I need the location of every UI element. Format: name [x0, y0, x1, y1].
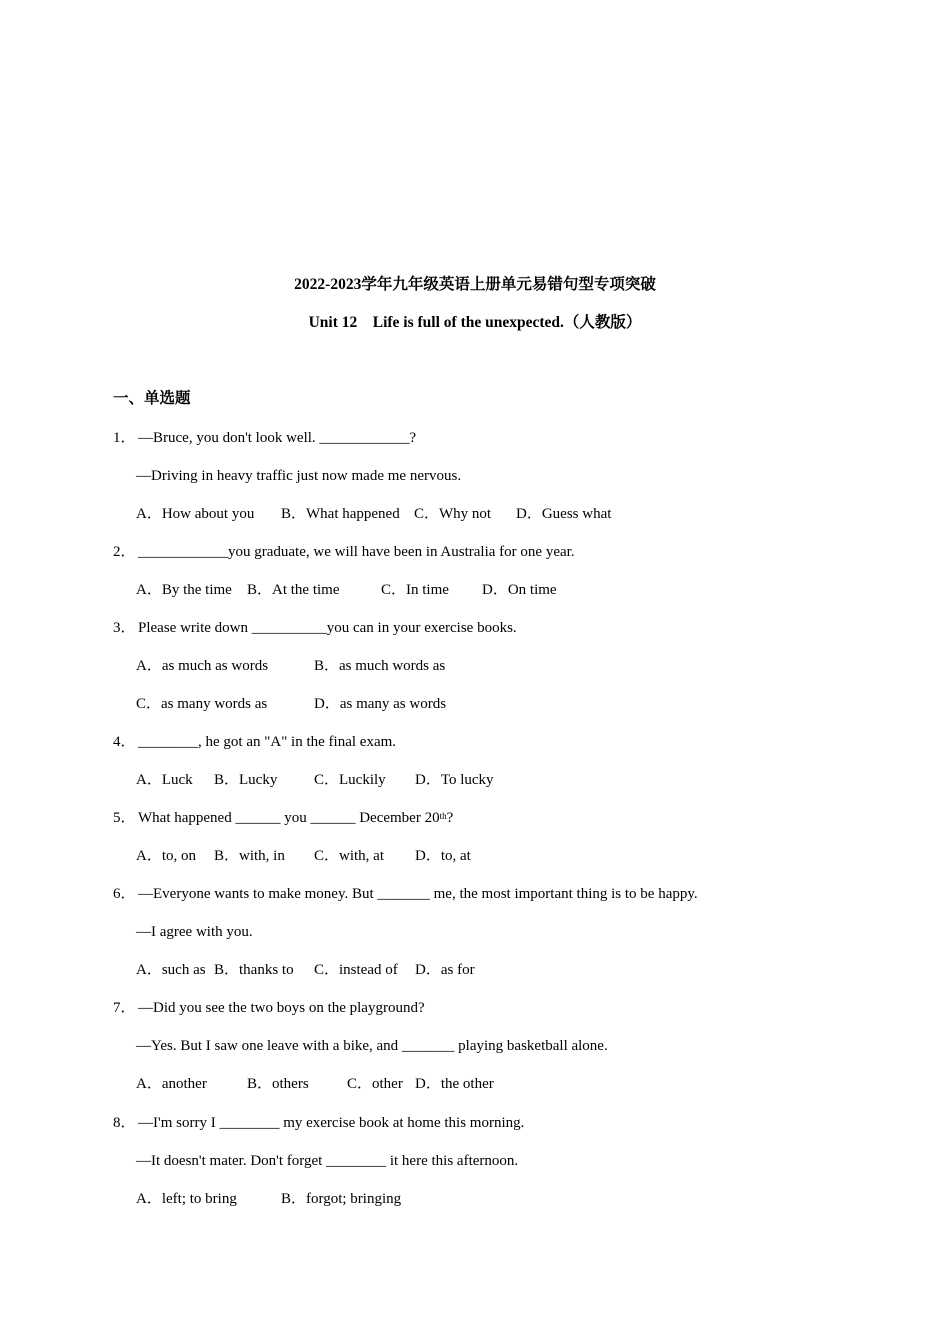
option-d[interactable]: D．as for	[415, 962, 475, 978]
question-text: ____________you graduate, we will have been in Australia for one year.	[138, 544, 575, 560]
option-d[interactable]: D．To lucky	[415, 772, 494, 788]
option-c[interactable]: C．other	[347, 1076, 403, 1092]
question-reply: —It doesn't mater. Don't forget ________ it here this afternoon.	[136, 1153, 519, 1169]
option-b[interactable]: B．with, in	[214, 848, 285, 864]
question-number: 1．	[113, 430, 136, 446]
option-b[interactable]: B．as much words as	[314, 658, 446, 674]
question-text: —Everyone wants to make money. But _______ me, the most important thing is to be happy.	[138, 886, 698, 902]
question-mark: ?	[446, 810, 454, 826]
option-b[interactable]: B．forgot; bringing	[281, 1191, 402, 1207]
option-a[interactable]: A．By the time	[136, 582, 232, 598]
option-c[interactable]: C．Luckily	[314, 772, 386, 788]
section-heading: 一、单选题	[113, 390, 191, 407]
question-reply: —Yes. But I saw one leave with a bike, and _______ playing basketball alone.	[136, 1038, 608, 1054]
option-a[interactable]: A．to, on	[136, 848, 197, 864]
option-a[interactable]: A．as much as words	[136, 658, 269, 674]
question-text: —Did you see the two boys on the playground?	[138, 1000, 425, 1016]
question-text	[138, 808, 453, 828]
question-number: 8．	[113, 1115, 136, 1131]
question-number: 6．	[113, 886, 136, 902]
option-a[interactable]: A．Luck	[136, 772, 193, 788]
option-c[interactable]: C．In time	[381, 582, 449, 598]
option-a[interactable]: A．left; to bring	[136, 1191, 237, 1207]
option-d[interactable]: D．On time	[482, 582, 557, 598]
page-title: 2022-2023学年九年级英语上册单元易错句型专项突破	[294, 276, 656, 293]
option-d[interactable]: D．the other	[415, 1076, 494, 1092]
question-number: 2．	[113, 544, 136, 560]
option-c[interactable]: C．as many words as	[136, 696, 268, 712]
option-b[interactable]: B．others	[247, 1076, 309, 1092]
question-number: 7．	[113, 1000, 136, 1016]
option-d[interactable]: D．to, at	[415, 848, 471, 864]
option-b[interactable]: B．Lucky	[214, 772, 278, 788]
option-b[interactable]: B．At the time	[247, 582, 340, 598]
question-number: 4．	[113, 734, 136, 750]
option-c[interactable]: C．instead of	[314, 962, 398, 978]
option-c[interactable]: C．Why not	[414, 506, 492, 522]
option-d[interactable]: D．Guess what	[516, 506, 612, 522]
option-a[interactable]: A．another	[136, 1076, 207, 1092]
option-d[interactable]: D．as many as words	[314, 696, 447, 712]
question-text: ________, he got an "A" in the final exam.	[138, 734, 397, 750]
question-reply: —Driving in heavy traffic just now made me nervous.	[136, 468, 462, 484]
option-b[interactable]: B．What happened	[281, 506, 400, 522]
option-a[interactable]: A．such as	[136, 962, 206, 978]
question-text: —I'm sorry I ________ my exercise book at home this morning.	[138, 1115, 525, 1131]
option-b[interactable]: B．thanks to	[214, 962, 294, 978]
question-number: 5．	[113, 810, 136, 826]
question-text: —Bruce, you don't look well. ____________?	[138, 430, 417, 446]
option-c[interactable]: C．with, at	[314, 848, 384, 864]
ordinal-suffix: th	[439, 811, 447, 821]
page-subtitle: Unit 12 Life is full of the unexpected.（人教版）	[308, 314, 642, 331]
option-a[interactable]: A．How about you	[136, 506, 255, 522]
question-text: Please write down __________you can in your exercise books.	[138, 620, 517, 636]
question-number: 3．	[113, 620, 136, 636]
question-text-main: What happened ______ you ______ December 20	[138, 810, 440, 826]
question-reply: —I agree with you.	[136, 924, 253, 940]
